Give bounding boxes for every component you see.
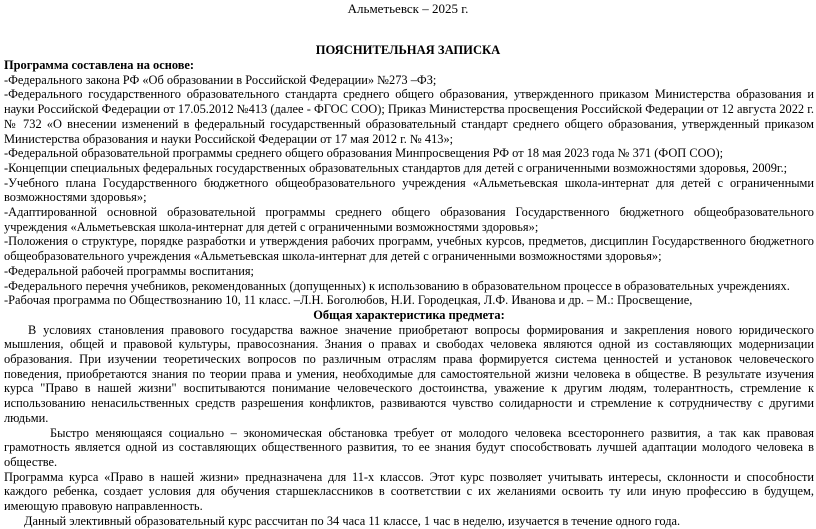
basis-item: -Адаптированной основной образовательной программы среднего общего образования Государственного бюджетного общеобразовательного учреждения «Альметьевская школа-интернат для детей с ограниченными возможностями здоровья»; bbox=[4, 205, 814, 234]
paragraph: Быстро меняющаяся социально – экономическая обстановка требует от молодого человека всестороннего развития, а так как правовая грамотность является одной из составляющих общественного развития, то ее знания будут способствовать лучшей адаптации молодого человека в обществе. bbox=[4, 425, 814, 469]
basis-heading: Программа составлена на основе: bbox=[4, 58, 195, 72]
basis-item: -Федерального закона РФ «Об образовании в Российской Федерации» №273 –ФЗ; bbox=[4, 72, 437, 87]
paragraph: Программа курса «Право в нашей жизни» предназначена для 11-х классов. Этот курс позволяет учитывать интересы, склонности и способности каждого ребенка, создает условия для обучения старшеклассников в соответствии с их желаниями освоить ту или иную профессию в будущем, имеющую правовую направленность. bbox=[4, 469, 814, 514]
page-title: ПОЯСНИТЕЛЬНАЯ ЗАПИСКА bbox=[315, 43, 501, 57]
basis-item: -Положения о структуре, порядке разработки и утверждения рабочих программ, учебных курсов, предметов, дисциплин Государственного бюджетного общеобразовательного учреждения «Альметьевская школа-интернат для детей с ограниченными возможностями здоровья»; bbox=[4, 234, 814, 264]
basis-item: -Федеральной рабочей программы воспитания; bbox=[4, 263, 254, 278]
basis-item: -Концепции специальных федеральных государственных образовательных стандартов для детей с ограниченными возможностями здоровья, 2009г.; bbox=[4, 160, 788, 175]
paragraph: В условиях становления правового государства важное значение приобретают вопросы формирования и закрепления нового юридического мышления, общей и правовой культуры, правосознания. Знания о правах и свободах человека являются одной из составляющих модернизации образования. При изучении теоретических вопросов по различным отраслям права формируется система ценностей и установок человеческого поведения, приобретаются знания по теории права и умения, необходимые для самостоятельной жизни человека в обществе. В результате изучения курса "Право в нашей жизни" воспитываются понимание человеческого достоинства, уважение к другим людям, толерантность, стремление к использованию ненасильственных средств разрешения конфликтов, развиваются чувство солидарности и стремление к сотрудничеству с другими людьми. bbox=[4, 322, 814, 425]
basis-item: -Федеральной образовательной программы среднего общего образования Минпросвещения РФ от 18 мая 2023 года № 371 (ФОП СОО); bbox=[4, 146, 724, 161]
city-year-header: Альметьевск – 2025 г. bbox=[347, 1, 469, 16]
general-heading: Общая характеристика предмета: bbox=[313, 307, 505, 322]
basis-item: -Федерального перечня учебников, рекомендованных (допущенных) к использованию в образовательном процессе в образовательных учреждениях. bbox=[4, 278, 790, 293]
basis-item: -Федерального государственного образовательного стандарта среднего общего образования, утвержденного приказом Министерства образования и науки Российской Федерации от 17.05.2012 №413 (далее - ФГОС СОО); Приказ Министерства просвещения Российской Федерации от 12 августа 2022 г. № 732 «О внесении изменений в федеральный государственный образовательный стандарт среднего общего образования, утвержденный приказом Министерства образования и науки Российской Федерации от 17 мая 2012 г. № 413»; bbox=[4, 87, 814, 146]
document-body bbox=[4, 58, 814, 529]
basis-item: -Учебного плана Государственного бюджетного общеобразовательного учреждения «Альметьевская школа-интернат для детей с ограниченными возможностями здоровья»; bbox=[4, 175, 814, 205]
basis-item: -Рабочая программа по Обществознанию 10, 11 класс. –Л.Н. Боголюбов, Н.И. Городецкая, Л.Ф. Иванова и др. – М.: Просвещение, bbox=[4, 293, 693, 308]
paragraph: Данный элективный образовательный курс рассчитан по 34 часа 11 классе, 1 час в неделю, изучается в течение одного года. bbox=[24, 513, 681, 528]
